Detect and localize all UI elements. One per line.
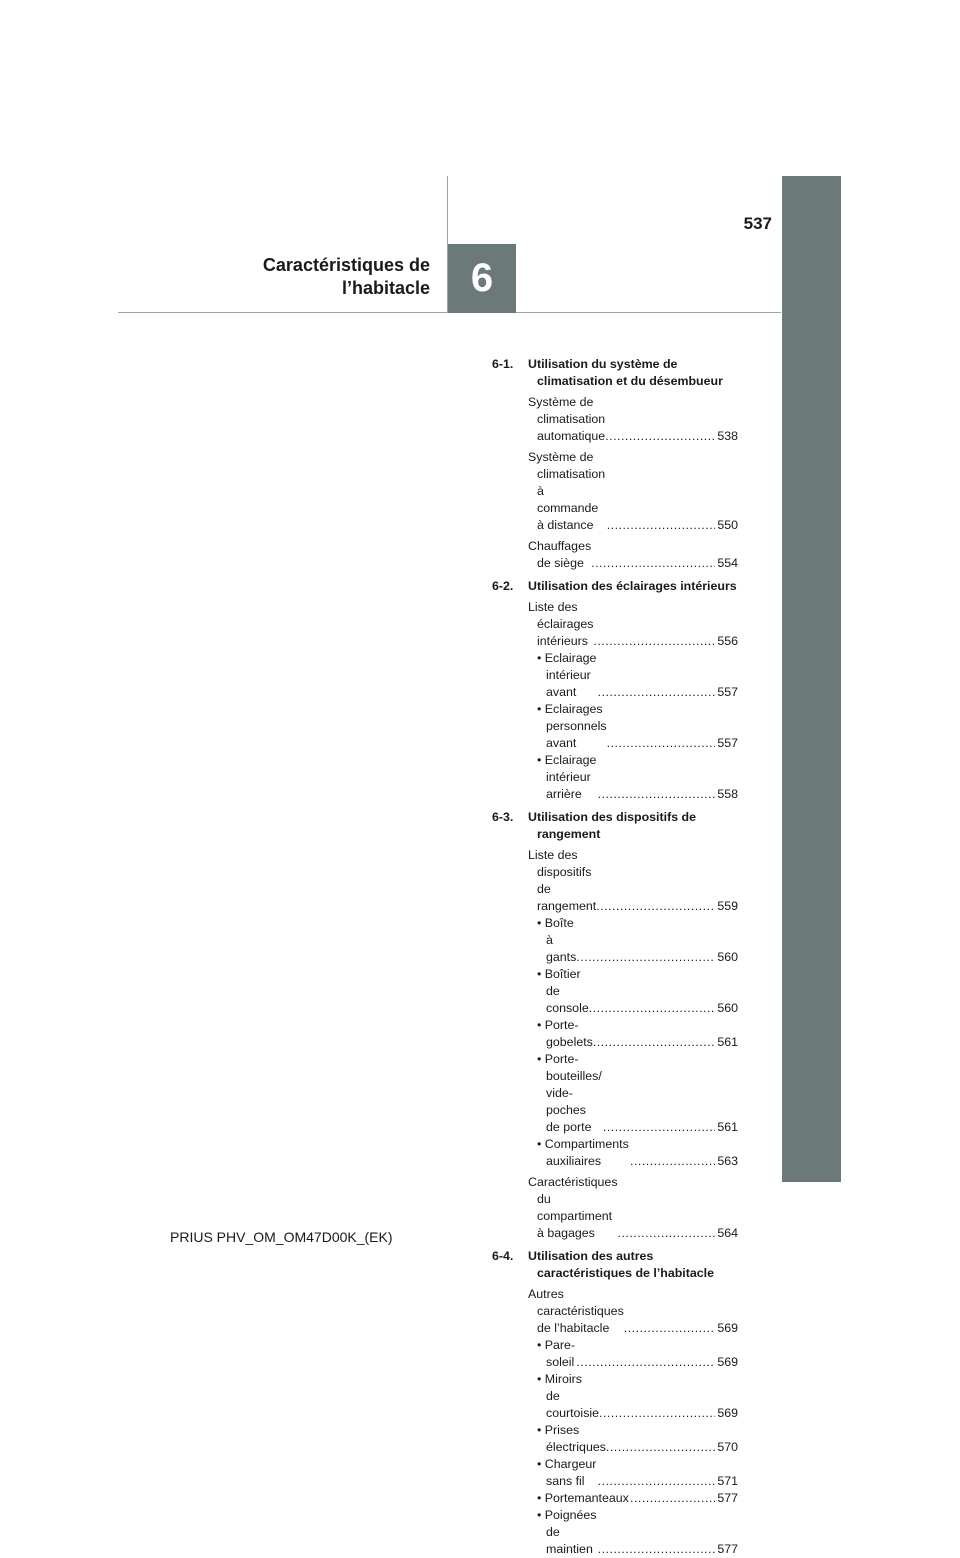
toc-entry-text: Caractéristiques du compartiment à bagages [528, 1175, 618, 1240]
toc-entry[interactable] [528, 701, 738, 752]
toc-entry-leader-dots [576, 949, 715, 966]
toc-entry-page: 558 [717, 787, 738, 801]
toc-entry-page: 561 [717, 1120, 738, 1134]
toc-section-number: 6-3. [492, 810, 514, 824]
chapter-title-line: l’habitacle [341, 278, 430, 298]
toc-entry-text: • Porte-gobelets [537, 1018, 593, 1049]
toc-entry-text: • Boîte à gants [537, 916, 577, 964]
toc-entry-leader-dots [576, 1354, 715, 1371]
toc-entry[interactable] [528, 966, 738, 1017]
table-of-contents [492, 356, 738, 1558]
toc-entry-leader-dots [605, 428, 715, 445]
toc-entry-page: 557 [717, 736, 738, 750]
toc-entry[interactable] [528, 599, 738, 650]
toc-section [492, 578, 738, 595]
toc-entry-leader-dots [607, 735, 716, 752]
toc-entry-text: • Compartiments auxiliaires [537, 1137, 629, 1168]
toc-entry-leader-dots [624, 1320, 716, 1337]
toc-entry-leader-dots [630, 1153, 715, 1170]
toc-entry[interactable] [528, 394, 738, 445]
toc-section-title: Utilisation des éclairages intérieurs [528, 579, 737, 593]
toc-entry-page: 569 [717, 1355, 738, 1369]
toc-entry-text: Système de climatisation à commande à distance [528, 450, 606, 532]
toc-entry-page: 554 [717, 556, 738, 570]
toc-entry-page: 560 [717, 1001, 738, 1015]
document-footer: PRIUS PHV_OM_OM47D00K_(EK) [170, 1229, 393, 1245]
toc-section-title: Utilisation du système de climatisation et du désembueur [528, 357, 723, 388]
toc-entry-leader-dots [603, 1119, 715, 1136]
toc-entry-leader-dots [596, 898, 715, 915]
toc-entry-page: 563 [717, 1154, 738, 1168]
toc-entry-leader-dots [598, 684, 716, 701]
toc-entry-text: • Boîtier de console [537, 967, 589, 1015]
page-number: 537 [743, 214, 772, 233]
chapter-title-line: Caractéristiques de [262, 255, 430, 275]
toc-entry-text: • Pare-soleil [537, 1338, 576, 1369]
toc-entry[interactable] [528, 538, 738, 572]
toc-entry-text: • Prises électriques [537, 1423, 606, 1454]
toc-entry-leader-dots [598, 1541, 716, 1558]
toc-entry-text: • Porte-bouteilles/ vide-poches de porte [537, 1052, 602, 1134]
toc-entry[interactable] [528, 1017, 738, 1051]
toc-entry-text: Liste des dispositifs de rangement [528, 848, 597, 913]
toc-entry-leader-dots [593, 633, 715, 650]
toc-section-title: Utilisation des dispositifs de rangement [528, 810, 696, 841]
toc-entry-text: • Eclairages personnels avant [537, 702, 607, 750]
toc-entry-page: 556 [717, 634, 738, 648]
toc-entry-text: Liste des éclairages intérieurs [528, 600, 594, 648]
toc-entry[interactable] [528, 1286, 738, 1337]
toc-entry-leader-dots [599, 1405, 715, 1422]
toc-entry-page: 559 [717, 899, 738, 913]
toc-entry[interactable] [528, 847, 738, 915]
toc-entry[interactable] [528, 1456, 738, 1490]
toc-entry-text: Système de climatisation automatique [528, 395, 606, 443]
toc-entry-leader-dots [589, 1000, 716, 1017]
toc-entry-page: 571 [717, 1474, 738, 1488]
toc-entry-leader-dots [598, 1473, 716, 1490]
toc-entry[interactable] [528, 915, 738, 966]
toc-entry[interactable] [528, 1507, 738, 1558]
toc-entry-page: 550 [717, 518, 738, 532]
toc-entry[interactable] [528, 1422, 738, 1456]
toc-entry[interactable] [528, 752, 738, 803]
toc-section-number: 6-2. [492, 579, 514, 593]
toc-entry-leader-dots [591, 555, 715, 572]
toc-entry-leader-dots [618, 1225, 716, 1242]
toc-section [492, 356, 738, 390]
toc-entry-leader-dots [598, 786, 716, 803]
chapter-side-tab [782, 176, 841, 1182]
toc-entry[interactable] [528, 1371, 738, 1422]
toc-section [492, 1248, 738, 1282]
toc-entry-page: 561 [717, 1035, 738, 1049]
toc-entry-text: • Poignées de maintien [537, 1508, 597, 1556]
toc-entry-page: 570 [717, 1440, 738, 1454]
toc-entry-text: • Miroirs de courtoisie [537, 1372, 600, 1420]
toc-section-number: 6-4. [492, 1249, 514, 1263]
toc-entry-text: • Eclairage intérieur arrière [537, 753, 597, 801]
toc-entry[interactable] [528, 1337, 738, 1371]
toc-entry[interactable] [528, 1490, 738, 1507]
toc-entry[interactable] [528, 650, 738, 701]
toc-entry-leader-dots [606, 1439, 715, 1456]
toc-entry-text: • Chargeur sans fil [537, 1457, 597, 1488]
chapter-title [200, 254, 430, 300]
toc-entry-text: Chauffages de siège [528, 539, 592, 570]
toc-entry-text: • Portemanteaux [537, 1491, 629, 1505]
toc-entry[interactable] [528, 449, 738, 534]
toc-entry[interactable] [528, 1051, 738, 1136]
chapter-number-badge: 6 [448, 244, 516, 313]
toc-entry-page: 560 [717, 950, 738, 964]
toc-entry-text: Autres caractéristiques de l’habitacle [528, 1287, 624, 1335]
toc-entry[interactable] [528, 1136, 738, 1170]
toc-entry-page: 564 [717, 1226, 738, 1240]
toc-entry-page: 557 [717, 685, 738, 699]
toc-entry-leader-dots [593, 1034, 715, 1051]
toc-entry-page: 538 [717, 429, 738, 443]
toc-entry-page: 569 [717, 1321, 738, 1335]
toc-section-number: 6-1. [492, 357, 514, 371]
toc-entry-page: 577 [717, 1542, 738, 1556]
toc-entry[interactable] [528, 1174, 738, 1242]
toc-entry-page: 569 [717, 1406, 738, 1420]
toc-entry-page: 577 [717, 1491, 738, 1505]
toc-entry-text: • Eclairage intérieur avant [537, 651, 597, 699]
toc-section-title: Utilisation des autres caractéristiques de l’habitacle [528, 1249, 714, 1280]
toc-entry-leader-dots [607, 517, 716, 534]
toc-entry-leader-dots [630, 1490, 715, 1507]
toc-section [492, 809, 738, 843]
